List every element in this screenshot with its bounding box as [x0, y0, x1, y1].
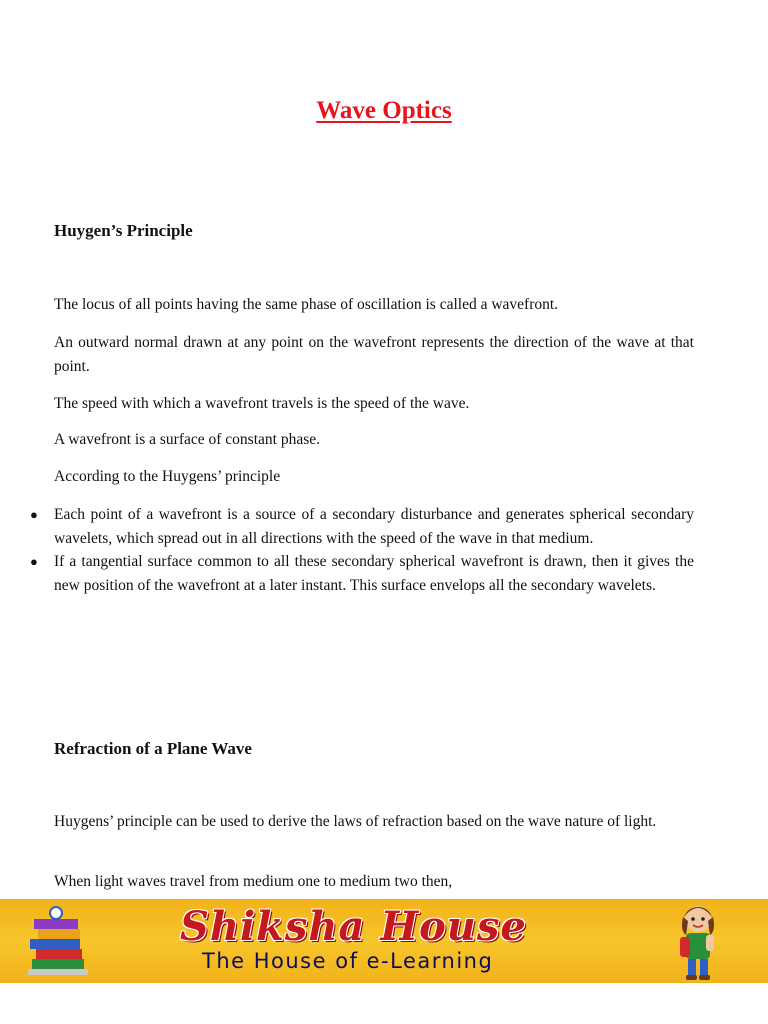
- page-title-text: Wave Optics: [316, 97, 452, 124]
- paragraph: A wavefront is a surface of constant phase.: [54, 431, 320, 448]
- books-stack-icon: [26, 905, 90, 979]
- page-title: [0, 96, 768, 126]
- student-mascot-icon: [668, 901, 728, 981]
- footer-banner: [0, 899, 768, 983]
- list-item-text: If a tangential surface common to all these secondary spherical wavefront is drawn, then it gives the new position of the wavefront at a later instant. This surface envelops all the secondary wavelets.: [54, 553, 694, 594]
- paragraph: The locus of all points having the same phase of oscillation is called a wavefront.: [54, 296, 559, 313]
- paragraph: An outward normal drawn at any point on the wavefront represents the direction of the wave at that point.: [54, 334, 694, 375]
- paragraph: Huygens’ principle can be used to derive the laws of refraction based on the wave nature of light.: [54, 813, 657, 830]
- list-item-text: Each point of a wavefront is a source of a secondary disturbance and generates spherical secondary wavelets, which spread out in all directions with the speed of the wave in that medium.: [54, 506, 694, 547]
- banner-tagline: The House of e-Learning: [202, 949, 494, 973]
- section-heading-refraction: Refraction of a Plane Wave: [54, 739, 252, 758]
- banner-brand: Shiksha House: [180, 903, 527, 950]
- section-heading-huygens: Huygen’s Principle: [54, 221, 193, 240]
- list-item: [0, 550, 694, 597]
- paragraph: According to the Huygens’ principle: [54, 468, 281, 485]
- bullet-icon: ●: [30, 507, 38, 522]
- paragraph: When light waves travel from medium one to medium two then,: [54, 873, 453, 890]
- list-item: [0, 503, 694, 550]
- paragraph: The speed with which a wavefront travels is the speed of the wave.: [54, 395, 470, 412]
- bullet-icon: ●: [30, 554, 38, 569]
- bullet-list: [0, 503, 768, 597]
